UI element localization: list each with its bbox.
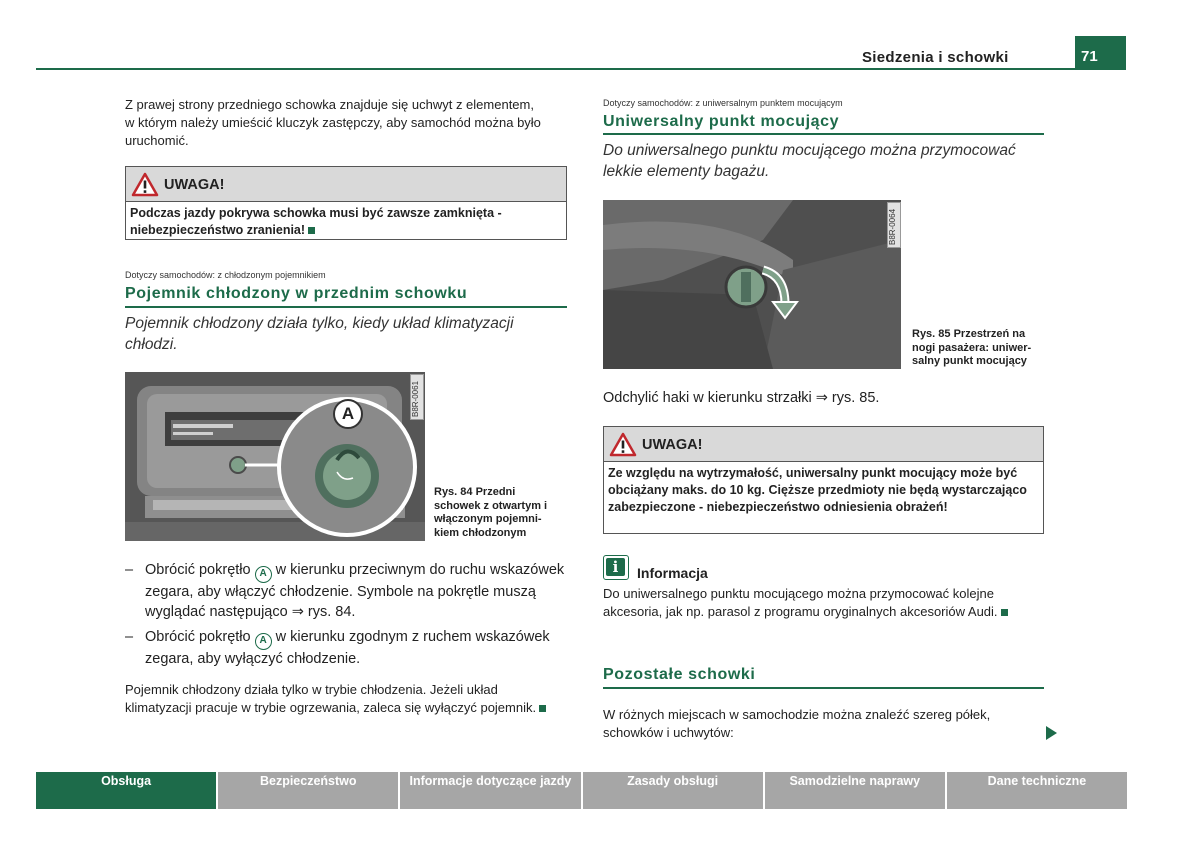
caption-line: Rys. 84 Przedni (434, 486, 516, 498)
header-rule (36, 68, 1076, 70)
tab-bezpieczenstwo[interactable]: Bezpieczeństwo (218, 772, 398, 809)
step-text-before: Obrócić pokrętło (145, 562, 251, 578)
caption-line: Rys. 85 Przestrzeń na (912, 328, 1026, 340)
warning-box (603, 426, 1044, 534)
page-number: 71 (1075, 36, 1126, 70)
step-text (145, 561, 575, 622)
info-icon: i (603, 555, 629, 580)
info-title: Informacja (637, 565, 708, 581)
section-tag-cooled: Dotyczy samochodów: z chłodzonym pojemnikiem (125, 270, 326, 280)
figure-84-caption (434, 486, 564, 540)
end-square-icon (539, 705, 546, 712)
warning-text-content: Podczas jazdy pokrywa schowka musi być zawsze zamknięta - niebezpieczeństwo zranienia! (130, 206, 502, 237)
step-item (125, 628, 575, 668)
step-text-after: w kierunku zgodnym z ruchem wskazówek zegara, aby wyłączyć chłodzenie. (145, 629, 550, 667)
section-title-cooled: Pojemnik chłodzony w przednim schowku (125, 285, 468, 302)
tab-zasady-obslugi[interactable]: Zasady obsługi (583, 772, 763, 809)
figure-code-text: B8R-0061 (411, 380, 420, 417)
figure-code-text: B8R-0064 (888, 208, 897, 245)
section-lead-mount: Do uniwersalnego punktu mocującego można przymocować lekkie elementy bagażu. (603, 142, 1016, 180)
step-text-before: Obrócić pokrętło (145, 629, 251, 645)
continue-arrow-icon (1046, 726, 1057, 740)
figure-85-caption (912, 328, 1047, 369)
section-tabs (36, 772, 1127, 809)
caption-line: włączonym pojemni- (434, 513, 542, 525)
marker-a-icon: A (255, 566, 272, 583)
figure-85-passenger-footwell (603, 200, 901, 369)
running-header-title: Siedzenia i schowki (862, 49, 1009, 66)
section-rule (125, 306, 567, 308)
caption-line: salny punkt mocujący (912, 355, 1027, 367)
end-square-icon (1001, 609, 1008, 616)
info-text (603, 585, 1043, 621)
step-text (145, 628, 575, 670)
warning-text (126, 202, 566, 239)
section-rule (603, 133, 1044, 135)
caption-line: schowek z otwartym i (434, 499, 548, 512)
section-title-mount: Uniwersalny punkt mocujący (603, 113, 840, 130)
step-dash: – (125, 629, 134, 645)
warning-title: UWAGA! (642, 437, 703, 453)
warning-header (604, 427, 1043, 462)
warning-box (125, 166, 567, 240)
marker-a-icon: A (255, 633, 272, 650)
step-item (125, 561, 575, 621)
step-text-after: w kierunku przeciwnym do ruchu wskazówek zegara, aby włączyć chłodzenie. Symbole na pokrętle muszą wyglądać następująco ⇒ rys. 84. (145, 562, 565, 620)
cooling-note (125, 681, 565, 717)
warning-text: Ze względu na wytrzymałość, uniwersalny punkt mocujący może być obciążany maks. do 10 kg. Cięższe przedmioty nie będą wystarczająco zabezpieczone - niebezpieczeństwo odniesienia obrażeń! (608, 466, 1027, 514)
warning-title: UWAGA! (164, 177, 225, 193)
end-square-icon (308, 227, 315, 234)
tab-samodzielne-naprawy[interactable]: Samodzielne naprawy (765, 772, 945, 809)
section-title-other: Pozostałe schowki (603, 666, 756, 683)
section-tag-mount: Dotyczy samochodów: z uniwersalnym punktem mocującym (603, 98, 843, 108)
section-lead-cooled: Pojemnik chłodzony działa tylko, kiedy układ klimatyzacji chłodzi. (125, 315, 514, 353)
caption-line: nogi pasażera: uniwer- (912, 341, 1032, 354)
footwell-illustration (603, 200, 901, 369)
figure-code-b8r-0064 (887, 202, 901, 248)
info-text-content: Do uniwersalnego punktu mocującego można przymocować kolejne akcesoria, jak np. parasol z programu oryginalnych akcesoriów Audi. (603, 586, 998, 619)
cooling-note-text: Pojemnik chłodzony działa tylko w trybie chłodzenia. Jeżeli układ klimatyzacji pracuje w trybie ogrzewania, zaleca się wyłączyć pojemnik. (125, 682, 537, 715)
other-storage-text: W różnych miejscach w samochodzie można znaleźć szereg półek, schowków i uchwytów: (603, 707, 991, 740)
warning-triangle-icon (131, 172, 159, 197)
figure-84-cooled-glovebox (125, 372, 425, 541)
callout-a-marker: A (333, 399, 363, 429)
warning-header (126, 167, 566, 202)
tab-informacje-jazdy[interactable]: Informacje dotyczące jazdy (400, 772, 580, 809)
figure-code-b8r-0061 (410, 374, 424, 420)
warning-triangle-icon (609, 432, 637, 457)
section-rule (603, 687, 1044, 689)
intro-paragraph: Z prawej strony przedniego schowka znajduje się uchwyt z elementem, w którym należy umieścić kluczyk zastępczy, aby samochód można było uruchomić. (125, 97, 541, 148)
tab-obsluga[interactable]: Obsługa (36, 772, 216, 809)
tab-dane-techniczne[interactable]: Dane techniczne (947, 772, 1127, 809)
step-dash: – (125, 562, 134, 578)
glovebox-illustration (125, 372, 425, 541)
instruction-text: Odchylić haki w kierunku strzałki ⇒ rys. 85. (603, 390, 880, 406)
caption-line: kiem chłodzonym (434, 526, 527, 539)
